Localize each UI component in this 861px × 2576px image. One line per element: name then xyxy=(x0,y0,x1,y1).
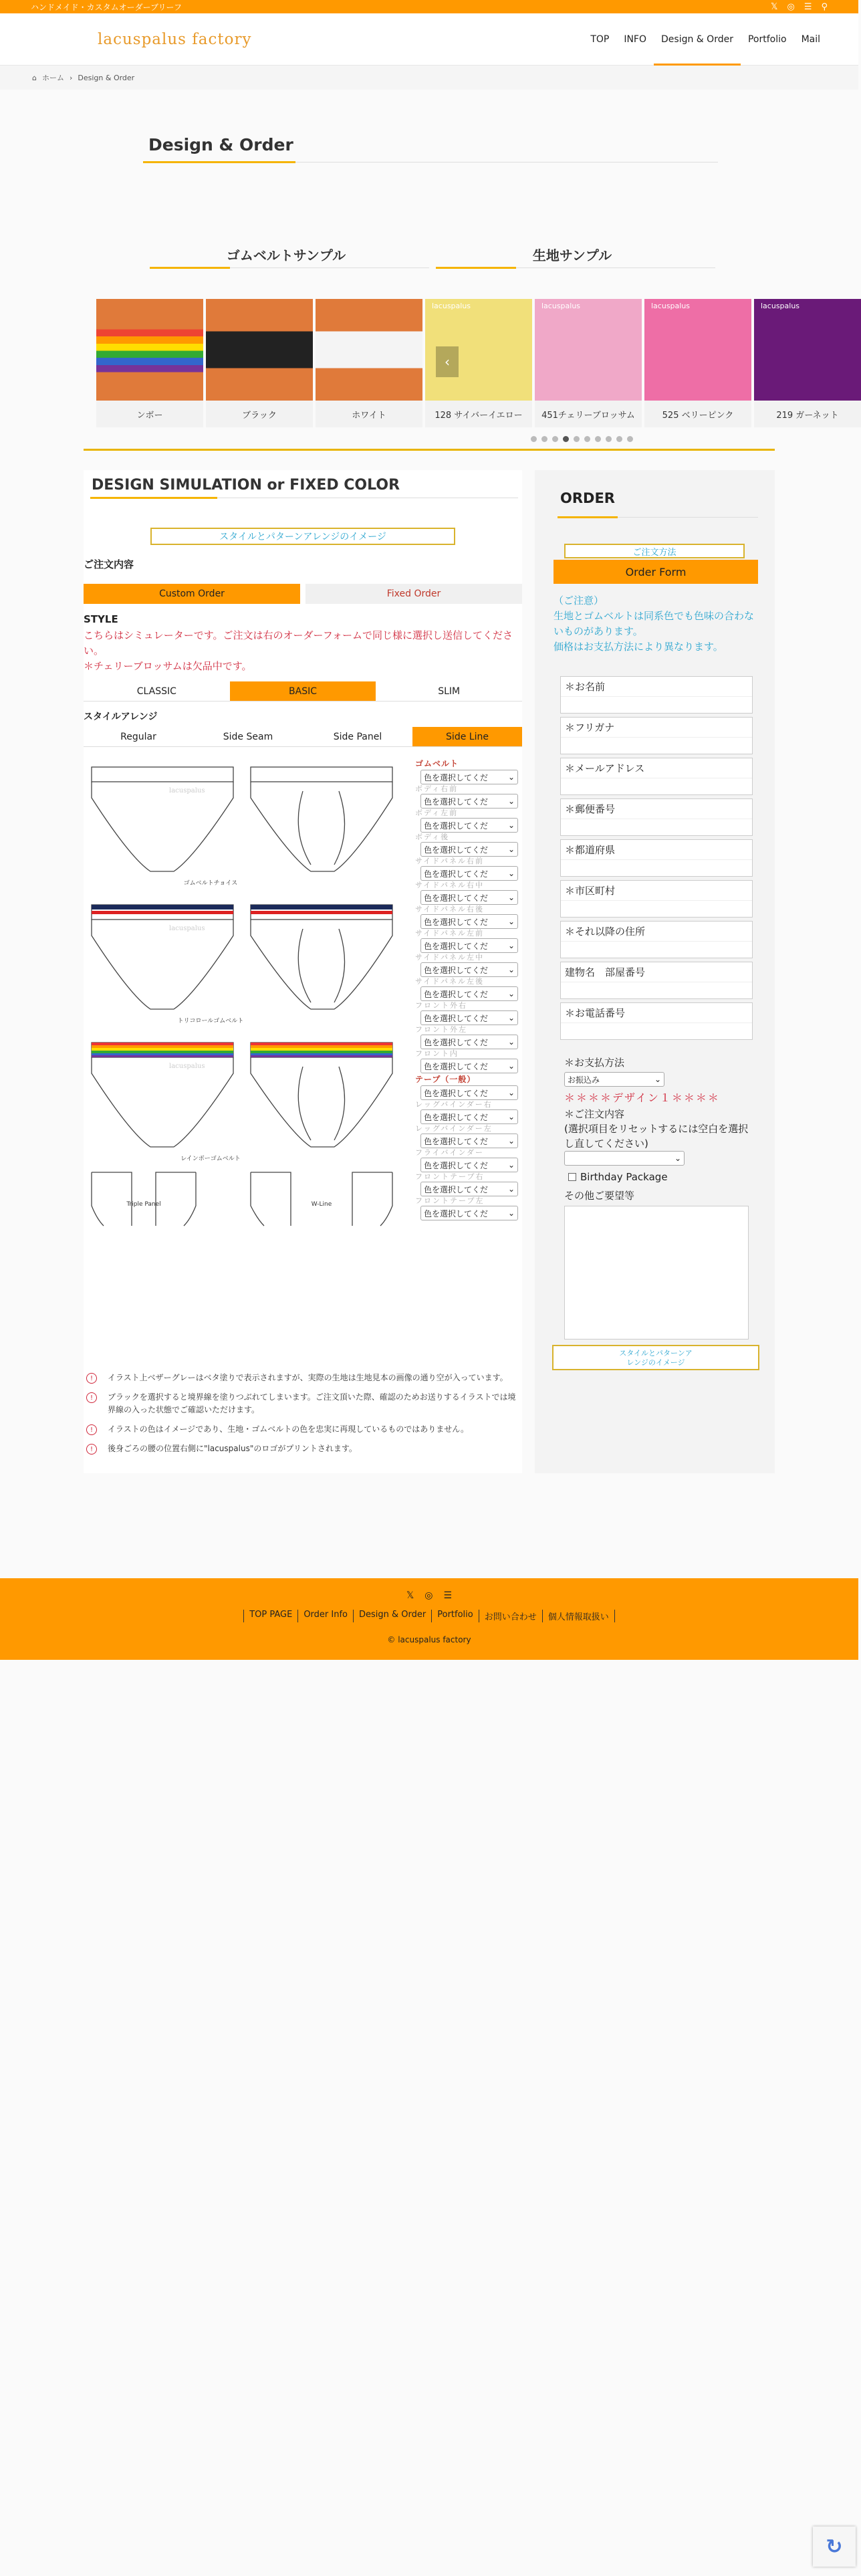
note-item xyxy=(84,1442,518,1455)
section-divider xyxy=(84,449,775,451)
color-select[interactable] xyxy=(420,1035,518,1049)
birthday-label: Birthday Package xyxy=(580,1171,668,1183)
select-label: サイドパネル左前 xyxy=(415,929,485,938)
carousel-dot[interactable] xyxy=(574,436,580,442)
recaptcha-icon: ↻ xyxy=(826,2535,843,2559)
select-value: 色を選択してくだ xyxy=(424,869,489,879)
brief-front-1 xyxy=(251,767,392,871)
form-image-button[interactable]: スタイルとパターンア レンジのイメージ xyxy=(552,1345,759,1370)
select-value: 色を選択してくだ xyxy=(424,821,489,831)
slide-black[interactable] xyxy=(206,299,313,427)
select-label: フロント外右 xyxy=(415,1001,467,1010)
select-label: ボディ後 xyxy=(415,833,450,841)
field-label: ＊フリガナ xyxy=(565,722,615,734)
note-text: ブラックを選択すると境界線を塗りつぶれてしまいます。ご注文頂いた際、確認のためお送りするイラストでは境界線の入った状態でご確認いただけます。 xyxy=(108,1392,516,1414)
fabric-heading-underline xyxy=(436,267,715,268)
simulation-title: DESIGN SIMULATION or FIXED COLOR xyxy=(92,477,400,494)
brief-back-1 xyxy=(92,767,233,871)
chevron-down-icon: ⌄ xyxy=(674,1154,681,1163)
order-field xyxy=(560,962,753,999)
simulator-warning xyxy=(84,628,518,674)
design-simulation xyxy=(84,470,522,1473)
rainbow-belt-back xyxy=(92,1043,233,1057)
field-input[interactable] xyxy=(561,778,752,795)
tricolor-belt-back xyxy=(92,905,233,909)
global-nav xyxy=(583,13,828,66)
alert-icon: ! xyxy=(86,1392,97,1403)
breadcrumb xyxy=(0,66,858,90)
order-title-underline xyxy=(558,517,758,518)
fabric-swatch: lacuspalus xyxy=(535,299,642,401)
illus-caption: Triple Panel xyxy=(126,1201,161,1208)
payment-value: お振込み xyxy=(568,1075,600,1085)
field-input[interactable] xyxy=(561,859,752,877)
chevron-down-icon: ⌄ xyxy=(507,821,515,830)
payment-label: ＊お支払方法 xyxy=(564,1057,625,1069)
belt-sample-heading: ゴムベルトサンプル xyxy=(226,247,346,263)
rss-icon[interactable]: ☰ xyxy=(443,1590,453,1601)
nav-top[interactable]: TOP xyxy=(590,33,610,45)
request-label: その他ご要望等 xyxy=(564,1190,635,1202)
chevron-down-icon: ⌄ xyxy=(507,1136,515,1146)
tricolor-belt-front xyxy=(251,905,392,909)
chevron-down-icon: ⌄ xyxy=(654,1075,661,1084)
chevron-down-icon: ⌄ xyxy=(507,1037,515,1047)
field-label: ＊市区町村 xyxy=(565,885,616,897)
order-content-field xyxy=(560,1107,753,1339)
chevron-down-icon: ⌄ xyxy=(507,965,515,974)
carousel-dot[interactable] xyxy=(606,436,612,442)
select-label: ボディ左前 xyxy=(415,809,459,817)
social-icons xyxy=(771,2,828,12)
footer-link-portfolio[interactable]: Portfolio xyxy=(431,1610,478,1622)
order-field xyxy=(560,717,753,754)
payment-select[interactable] xyxy=(564,1072,664,1087)
select-label: サイドパネル右後 xyxy=(415,905,485,914)
select-group-heading: テープ（一般） xyxy=(415,1075,476,1084)
slide-caption: 451チェリーブロッサム xyxy=(535,401,642,427)
black-belt-swatch xyxy=(206,299,313,401)
chevron-down-icon: ⌄ xyxy=(507,796,515,806)
notes-list xyxy=(84,1372,518,1462)
chevron-left-icon: ‹ xyxy=(445,354,450,370)
tab-fixed-order[interactable]: Fixed Order xyxy=(305,584,522,604)
chevron-down-icon: ⌄ xyxy=(507,941,515,950)
footer-nav xyxy=(0,1610,858,1622)
select-value: 色を選択してくだ xyxy=(424,796,489,807)
field-label: ＊それ以降の住所 xyxy=(565,926,646,938)
brief-front-3 xyxy=(251,1043,392,1147)
chevron-down-icon: ⌄ xyxy=(507,845,515,854)
illus-caption: レインボーゴムベルト xyxy=(180,1156,241,1162)
instagram-icon[interactable]: ◎ xyxy=(424,1590,433,1601)
tab-custom-order[interactable]: Custom Order xyxy=(84,584,300,604)
site-header xyxy=(0,13,858,66)
select-label: レッグバインダー左 xyxy=(415,1124,493,1133)
rainbow-belt-swatch xyxy=(96,299,203,401)
order-field xyxy=(560,921,753,958)
carousel-dot-active[interactable] xyxy=(563,436,569,442)
fabric-swatch: lacuspalus xyxy=(644,299,751,401)
field-label: ＊郵便番号 xyxy=(565,803,616,815)
field-label: ＊都道府県 xyxy=(565,844,616,856)
select-group-heading: ゴムベルト xyxy=(415,759,459,768)
color-select[interactable] xyxy=(420,1134,518,1148)
order-type-tabs xyxy=(84,584,522,604)
x-icon[interactable]: 𝕏 xyxy=(770,1,778,12)
select-label: ボディ右前 xyxy=(415,784,459,793)
select-label: フライバインダー xyxy=(415,1148,485,1157)
chevron-down-icon: ⌄ xyxy=(507,1208,515,1218)
sample-carousel[interactable] xyxy=(136,299,858,427)
footer-link-privacy[interactable]: 個人情報取扱い xyxy=(542,1610,615,1622)
style-pattern-image-button[interactable]: スタイルとパターンアレンジのイメージ xyxy=(150,528,455,545)
field-label: ＊お電話番号 xyxy=(565,1007,626,1019)
notice-line: 価格はお支払方法により異なります。 xyxy=(554,641,723,653)
brief-back-2 xyxy=(92,905,233,1009)
order-field xyxy=(560,839,753,877)
note-text: イラストの色はイメージであり、生地・ゴムベルトの色を忠実に再現しているものではありません。 xyxy=(108,1424,469,1434)
order-form-banner: Order Form xyxy=(554,560,758,584)
tagline: ハンドメイド・カスタムオーダーブリーフ xyxy=(31,2,182,12)
breadcrumb-current: Design & Order xyxy=(78,73,135,82)
slide-caption: 525 ベリーピンク xyxy=(644,401,751,427)
color-select[interactable] xyxy=(420,842,518,857)
order-sidebar xyxy=(535,470,775,1473)
carousel-dot[interactable] xyxy=(552,436,558,442)
chevron-down-icon: ⌄ xyxy=(507,1061,515,1071)
tab-side-seam[interactable]: Side Seam xyxy=(223,731,273,742)
carousel-dot[interactable] xyxy=(616,436,622,442)
tab-regular[interactable]: Regular xyxy=(120,731,156,742)
nav-design-order[interactable]: Design & Order xyxy=(654,13,741,66)
design-one-label: ＊＊＊＊デザイン１＊＊＊＊ xyxy=(564,1091,720,1104)
order-content-note: (選択項目をリセットするには空白を選択し直してください) xyxy=(564,1123,749,1150)
request-textarea[interactable] xyxy=(564,1206,749,1339)
chevron-right-icon: › xyxy=(69,73,73,82)
note-text: イラスト上ベザーグレーはベタ塗りで表示されますが、実際の生地は生地見本の画像の通り空が入っています。 xyxy=(108,1373,508,1382)
copyright: © lacuspalus factory xyxy=(387,1635,471,1644)
color-select[interactable] xyxy=(420,866,518,881)
field-input[interactable] xyxy=(561,819,752,836)
chevron-down-icon: ⌄ xyxy=(507,989,515,998)
chevron-down-icon: ⌄ xyxy=(507,1088,515,1097)
instagram-icon[interactable]: ◎ xyxy=(787,1,795,12)
color-select[interactable] xyxy=(420,1085,518,1100)
chevron-down-icon: ⌄ xyxy=(507,1013,515,1023)
slide-caption: ンボー xyxy=(96,401,203,427)
select-value: 色を選択してくだ xyxy=(424,1184,489,1194)
carousel-prev-button[interactable] xyxy=(436,346,459,377)
chevron-down-icon: ⌄ xyxy=(507,917,515,926)
tab-classic[interactable]: CLASSIC xyxy=(136,685,176,697)
field-input[interactable] xyxy=(561,696,752,714)
arrange-label: スタイルアレンジ xyxy=(84,712,158,722)
color-select[interactable] xyxy=(420,938,518,953)
note-item xyxy=(84,1391,518,1416)
select-value: 色を選択してくだ xyxy=(424,917,489,927)
arrange-tabs xyxy=(84,727,522,747)
select-label: サイドパネル左後 xyxy=(415,977,485,986)
search-icon[interactable]: ⚲ xyxy=(821,1,828,12)
recaptcha-badge[interactable] xyxy=(813,2527,856,2567)
slide-berry-pink[interactable] xyxy=(644,299,751,427)
nav-mail[interactable]: Mail xyxy=(801,33,820,45)
illus-caption: ゴムベルトチョイス xyxy=(183,880,238,887)
warning-line: こちらはシミュレーターです。ご注文は右のオーダーフォームで同じ様に選択し送信してください。 xyxy=(84,629,513,657)
payment-field xyxy=(560,1053,753,1087)
title-underline xyxy=(143,162,718,163)
select-label: フロントテープ左 xyxy=(415,1196,485,1205)
select-label: サイドパネル左中 xyxy=(415,953,485,962)
alert-icon: ! xyxy=(86,1424,97,1435)
color-select[interactable] xyxy=(420,1206,518,1220)
footer-link-order-info[interactable]: Order Info xyxy=(297,1610,353,1622)
color-select[interactable] xyxy=(420,1158,518,1172)
order-method-button[interactable]: ご注文方法 xyxy=(564,544,745,558)
select-value: 色を選択してくだ xyxy=(424,845,489,855)
select-value: 色を選択してくだ xyxy=(424,1061,489,1071)
color-select[interactable] xyxy=(420,962,518,977)
notice-line: 生地とゴムベルトは同系色でも色味の合わないものがあります。 xyxy=(554,610,755,637)
top-bar xyxy=(0,0,858,13)
color-select[interactable] xyxy=(420,818,518,833)
order-field xyxy=(560,798,753,836)
order-field xyxy=(560,880,753,918)
site-footer xyxy=(0,1578,858,1660)
field-input[interactable] xyxy=(561,941,752,958)
select-value: 色を選択してくだ xyxy=(424,1013,489,1023)
order-title: ORDER xyxy=(560,490,615,506)
footer-social-icons xyxy=(0,1590,858,1601)
carousel-dot[interactable] xyxy=(541,436,547,442)
color-select[interactable] xyxy=(420,770,518,784)
white-belt-swatch xyxy=(316,299,422,401)
slide-garnet[interactable] xyxy=(754,299,861,427)
color-select[interactable] xyxy=(420,890,518,905)
carousel-dot[interactable] xyxy=(627,436,633,442)
illus-logo: lacuspalus xyxy=(169,925,205,932)
color-select[interactable] xyxy=(420,1109,518,1124)
brief-illustrations xyxy=(90,764,401,1226)
select-label: フロント内 xyxy=(415,1049,459,1058)
chevron-down-icon: ⌄ xyxy=(507,772,515,782)
field-label: 建物名 部屋番号 xyxy=(565,966,646,978)
select-label: フロントテープ右 xyxy=(415,1172,485,1181)
rss-icon[interactable]: ☰ xyxy=(804,1,812,12)
fabric-swatch: lacuspalus xyxy=(425,299,532,401)
color-select[interactable] xyxy=(420,794,518,809)
carousel-dot[interactable] xyxy=(531,436,537,442)
slide-caption: ホワイト xyxy=(316,401,422,427)
slide-rainbow[interactable] xyxy=(96,299,203,427)
belt-heading-underline xyxy=(150,267,429,268)
footer-link-design-order[interactable]: Design & Order xyxy=(353,1610,431,1622)
carousel-dots xyxy=(531,436,633,442)
style-label: STYLE xyxy=(84,613,118,625)
carousel-dot[interactable] xyxy=(595,436,601,442)
slide-white[interactable] xyxy=(316,299,422,427)
color-select[interactable] xyxy=(420,1059,518,1073)
select-value: 色を選択してくだ xyxy=(424,989,489,999)
select-label: レッグバインダー右 xyxy=(415,1100,493,1109)
nav-portfolio[interactable]: Portfolio xyxy=(747,33,787,45)
select-label: サイドパネル右中 xyxy=(415,881,485,889)
field-input[interactable] xyxy=(561,900,752,918)
chevron-down-icon: ⌄ xyxy=(507,869,515,878)
select-value: 色を選択してくだ xyxy=(424,941,489,951)
select-label: サイドパネル右前 xyxy=(415,857,485,865)
birthday-checkbox[interactable] xyxy=(568,1173,576,1181)
alert-icon: ! xyxy=(86,1373,97,1384)
fabric-swatch: lacuspalus xyxy=(754,299,861,401)
color-select[interactable] xyxy=(420,986,518,1001)
triple-panel-detail xyxy=(92,1172,196,1226)
order-content-label: ご注文内容 xyxy=(84,558,134,570)
color-select[interactable] xyxy=(420,914,518,929)
order-field xyxy=(560,758,753,795)
tab-side-line[interactable]: Side Line xyxy=(412,727,522,746)
slide-caption: ブラック xyxy=(206,401,313,427)
order-field xyxy=(560,1002,753,1040)
color-select[interactable] xyxy=(420,1010,518,1025)
field-input[interactable] xyxy=(561,982,752,999)
home-icon: ⌂ xyxy=(32,73,37,82)
chevron-down-icon: ⌄ xyxy=(507,893,515,902)
slide-caption: 128 サイバーイエロー xyxy=(425,401,532,427)
select-value: 色を選択してくだ xyxy=(424,1088,489,1098)
note-item xyxy=(84,1372,518,1384)
illus-caption: トリコロールゴムベルト xyxy=(177,1018,244,1025)
alert-icon: ! xyxy=(86,1444,97,1455)
chevron-down-icon: ⌄ xyxy=(507,1184,515,1194)
illus-logo: lacuspalus xyxy=(169,787,205,794)
brief-back-3 xyxy=(92,1043,233,1147)
illus-logo: lacuspalus xyxy=(169,1063,205,1070)
notice-line: （ご注意） xyxy=(554,595,604,607)
field-label: ＊お名前 xyxy=(565,681,606,693)
order-content-label: ＊ご注文内容 xyxy=(564,1108,625,1120)
warning-line: ＊チェリーブロッサムは欠品中です。 xyxy=(84,660,252,672)
tab-basic[interactable]: BASIC xyxy=(230,681,376,701)
footer-link-contact[interactable]: お問い合わせ xyxy=(479,1610,542,1622)
illus-caption: W-Line xyxy=(311,1201,332,1208)
field-input[interactable] xyxy=(561,1023,752,1040)
tab-slim[interactable]: SLIM xyxy=(438,685,461,697)
select-value: 色を選択してくだ xyxy=(424,1208,489,1218)
style-tabs xyxy=(84,681,522,702)
chevron-down-icon: ⌄ xyxy=(507,1160,515,1170)
slide-cherry-blossom[interactable] xyxy=(535,299,642,427)
x-icon[interactable]: 𝕏 xyxy=(406,1590,414,1601)
slide-caption: 219 ガーネット xyxy=(754,401,861,427)
select-value: 色を選択してくだ xyxy=(424,965,489,975)
carousel-dot[interactable] xyxy=(584,436,590,442)
select-value: 色を選択してくだ xyxy=(424,1160,489,1170)
select-label: フロント外左 xyxy=(415,1025,467,1034)
order-field xyxy=(560,676,753,714)
order-content-select[interactable] xyxy=(564,1151,685,1166)
select-value: 色を選択してくだ xyxy=(424,1037,489,1047)
w-line-detail xyxy=(251,1172,392,1226)
breadcrumb-home[interactable]: ホーム xyxy=(41,74,64,82)
color-select[interactable] xyxy=(420,1182,518,1196)
select-value: 色を選択してくだ xyxy=(424,1112,489,1122)
order-notice xyxy=(554,593,761,655)
birthday-option[interactable] xyxy=(560,1166,753,1188)
select-value: 色を選択してくだ xyxy=(424,893,489,903)
chevron-down-icon: ⌄ xyxy=(507,1112,515,1121)
rainbow-belt-front xyxy=(251,1043,392,1057)
note-text: 後身ごろの腰の位置右側に"lacuspalus"のロゴがプリントされます。 xyxy=(108,1444,357,1453)
fabric-sample-heading: 生地サンプル xyxy=(532,247,612,263)
field-input[interactable] xyxy=(561,737,752,754)
nav-info[interactable]: INFO xyxy=(624,33,647,45)
field-label: ＊メールアドレス xyxy=(565,762,645,774)
brief-front-2 xyxy=(251,905,392,1009)
note-item xyxy=(84,1423,518,1436)
footer-link-top[interactable]: TOP PAGE xyxy=(243,1610,297,1622)
page-title: Design & Order xyxy=(148,135,293,154)
select-value: 色を選択してくだ xyxy=(424,772,489,782)
color-selects xyxy=(415,758,519,1220)
tab-side-panel[interactable]: Side Panel xyxy=(333,731,382,742)
site-logo[interactable]: lacuspalus factory xyxy=(98,30,252,48)
select-value: 色を選択してくだ xyxy=(424,1136,489,1146)
